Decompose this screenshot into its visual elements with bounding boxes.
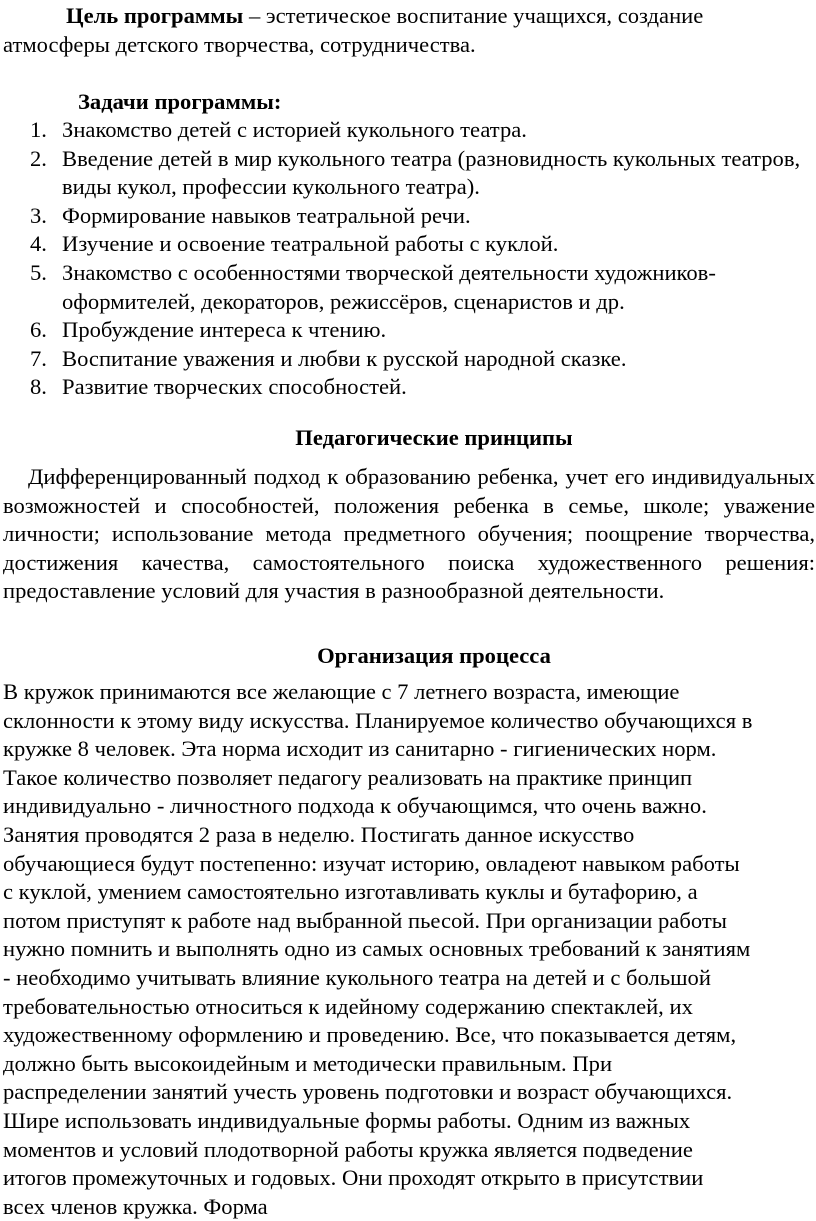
process-line: моментов и условий плодотворной работы кружка является подведение	[3, 1136, 693, 1162]
process-heading: Организация процесса	[317, 643, 551, 668]
list-item-number: 8.	[30, 374, 47, 400]
tasks-heading: Задачи программы:	[78, 89, 282, 114]
list-item-text: Знакомство детей с историей кукольного театра.	[62, 117, 527, 142]
list-item-text: Развитие творческих способностей.	[62, 374, 407, 400]
list-item-text: Изучение и освоение театральной работы с куклой.	[62, 231, 559, 257]
list-item-text: Воспитание уважения и любви к русской народной сказке.	[62, 345, 627, 371]
list-item	[0, 373, 810, 402]
process-line: распределении занятий учесть уровень подготовки и возраст обучающихся.	[3, 1079, 733, 1105]
list-item-number: 6.	[30, 317, 47, 343]
list-item-number: 2.	[30, 145, 47, 171]
goal-text: – эстетическое воспитание учащихся, создание	[243, 3, 704, 28]
list-item-text: Пробуждение интереса к чтению.	[62, 317, 387, 343]
list-item-text: Знакомство с особенностями творческой деятельности художников-оформителей, декораторов, режиссёров, сценаристов и др.	[62, 259, 716, 314]
principles-heading: Педагогические принципы	[295, 425, 573, 450]
process-line: требовательностью относиться к идейному содержанию спектаклей, их	[3, 993, 693, 1019]
list-item	[0, 116, 810, 145]
list-item	[0, 230, 810, 259]
list-item-number: 7.	[30, 345, 47, 371]
process-line: итогов промежуточных и годовых. Они проходят открыто в присутствии	[3, 1165, 704, 1191]
process-paragraph	[3, 678, 815, 1221]
list-item	[0, 259, 810, 316]
process-line: обучающиеся будут постепенно: изучат историю, овладеют навыком работы	[3, 850, 740, 876]
tasks-list	[0, 116, 810, 402]
list-item	[0, 202, 810, 231]
process-line: В кружок принимаются все желающие с 7 летнего возраста, имеющие	[3, 679, 680, 704]
process-line: индивидуально - личностного подхода к обучающимся, что очень важно.	[3, 793, 707, 819]
process-line: нужно помнить и выполнять одно из самых основных требований к занятиям	[3, 936, 751, 962]
process-line: кружке 8 человек. Эта норма исходит из санитарно - гигиенических норм.	[3, 736, 717, 762]
goal-line-1	[3, 2, 814, 31]
list-item-number: 4.	[30, 231, 47, 257]
process-line: - необходимо учитывать влияние кукольного театра на детей и с большой	[3, 964, 711, 990]
list-item-text: Формирование навыков театральной речи.	[62, 202, 471, 228]
list-item	[0, 345, 810, 374]
goal-label: Цель программы	[66, 3, 244, 28]
principles-paragraph: Дифференцированный подход к образованию ребенка, учет его индивидуальных возможностей и способностей, положения ребенка в семье, школе; уважение личности; использование метода предметного обучения; поощрение творчества, достижения качества, самостоятельного поиска художественного решения: предоставление условий для участия в разнообразной деятельности.	[3, 464, 815, 604]
process-line: потом приступят к работе над выбранной пьесой. При организации работы	[3, 907, 727, 933]
list-item	[0, 316, 810, 345]
goal-line-2: атмосферы детского творчества, сотрудничества.	[3, 31, 476, 57]
process-line: Занятия проводятся 2 раза в неделю. Постигать данное искусство	[3, 821, 635, 847]
process-line: склонности к этому виду искусства. Планируемое количество обучающихся в	[3, 707, 753, 733]
program-goal	[3, 2, 814, 59]
process-line: Шире использовать индивидуальные формы работы. Одним из важных	[3, 1107, 691, 1133]
process-line: с куклой, умением самостоятельно изготавливать куклы и бутафорию, а	[3, 879, 698, 905]
list-item-number: 5.	[30, 259, 47, 285]
process-line: Такое количество позволяет педагогу реализовать на практике принцип	[3, 764, 693, 790]
list-item-text: Введение детей в мир кукольного театра (разновидность кукольных театров, виды кукол, профессии кукольного театра).	[62, 145, 801, 200]
process-line: должно быть высокоидейным и методически правильным. При	[3, 1050, 613, 1076]
process-line: художественному оформлению и проведению. Все, что показывается детям,	[3, 1022, 737, 1048]
list-item-number: 3.	[30, 202, 47, 228]
process-line: всех членов кружка. Форма	[3, 1193, 268, 1219]
list-item-number: 1.	[30, 117, 47, 142]
list-item	[0, 145, 810, 202]
